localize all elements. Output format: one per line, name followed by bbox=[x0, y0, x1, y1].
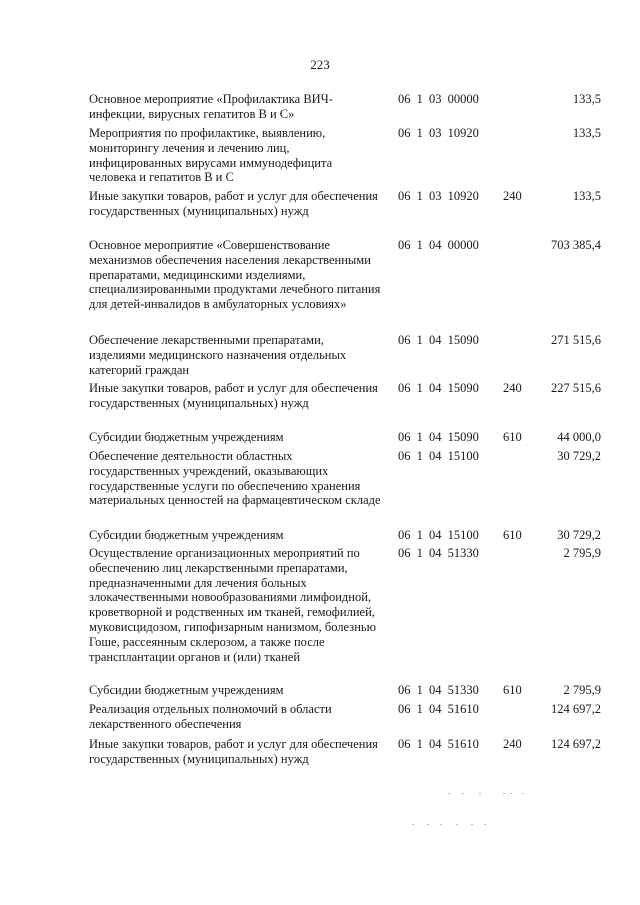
row-amount: 703 385,4 bbox=[551, 238, 601, 252]
row-amount: 271 515,6 bbox=[551, 333, 601, 347]
row-vr: 240 bbox=[503, 381, 522, 395]
row-code: 06 1 03 00000 bbox=[398, 92, 479, 106]
row-name: Иные закупки товаров, работ и услуг для обеспечения государственных (муниципальных) нужд bbox=[89, 737, 378, 766]
row-vr: 240 bbox=[503, 737, 522, 751]
row-amount: 124 697,2 bbox=[551, 702, 601, 716]
row-amount: 133,5 bbox=[572, 126, 601, 140]
row-code: 06 1 04 00000 bbox=[398, 238, 479, 252]
row-code: 06 1 04 15090 bbox=[398, 430, 479, 444]
row-code: 06 1 03 10920 bbox=[398, 126, 479, 140]
row-name: Обеспечение деятельности областных государственных учреждений, оказывающих государственные услуги по обеспечению хранения материальных ценностей на фармацевтическом складе bbox=[89, 449, 381, 508]
row-code: 06 1 03 10920 bbox=[398, 189, 479, 203]
row-code: 06 1 04 15090 bbox=[398, 381, 479, 395]
row-code: 06 1 04 15100 bbox=[398, 449, 479, 463]
row-amount: 44 000,0 bbox=[557, 430, 601, 444]
row-name: Осуществление организационных мероприятий по обеспечению лиц лекарственными препаратами, предназначенными для лечения больных злокачественными новообразованиями лимфоидной, кроветворной и родственных им тканей, гемофилией, муковисцидозом, гипофизарным нанизмом, болезнью Гоше, рассеянным склерозом, а также после трансплантации органов и (или) тканей bbox=[89, 546, 376, 664]
row-code: 06 1 04 51610 bbox=[398, 737, 479, 751]
scan-specks bbox=[400, 824, 540, 828]
row-name: Обеспечение лекарственными препаратами, изделиями медицинского назначения отдельных категорий граждан bbox=[89, 333, 347, 377]
row-code: 06 1 04 15090 bbox=[398, 333, 479, 347]
row-name: Мероприятия по профилактике, выявлению, мониторингу лечения и лечению лиц, инфицированных вирусами иммунодефицита человека и гепатитов В и С bbox=[89, 126, 333, 185]
row-code: 06 1 04 51330 bbox=[398, 683, 479, 697]
row-code: 06 1 04 15100 bbox=[398, 528, 479, 542]
row-name: Иные закупки товаров, работ и услуг для обеспечения государственных (муниципальных) нужд bbox=[89, 189, 378, 218]
row-amount: 124 697,2 bbox=[551, 737, 601, 751]
row-amount: 133,5 bbox=[572, 92, 601, 106]
row-vr: 240 bbox=[503, 189, 522, 203]
row-amount: 30 729,2 bbox=[557, 528, 601, 542]
row-name: Субсидии бюджетным учреждениям bbox=[89, 430, 284, 444]
row-vr: 610 bbox=[503, 430, 522, 444]
row-amount: 133,5 bbox=[572, 189, 601, 203]
row-amount: 227 515,6 bbox=[551, 381, 601, 395]
row-amount: 2 795,9 bbox=[563, 546, 601, 560]
row-amount: 30 729,2 bbox=[557, 449, 601, 463]
page-number: 223 bbox=[310, 57, 330, 72]
row-amount: 2 795,9 bbox=[563, 683, 601, 697]
row-code: 06 1 04 51330 bbox=[398, 546, 479, 560]
row-vr: 610 bbox=[503, 528, 522, 542]
row-vr: 610 bbox=[503, 683, 522, 697]
row-name: Субсидии бюджетным учреждениям bbox=[89, 683, 284, 697]
scan-specks bbox=[400, 793, 540, 797]
row-code: 06 1 04 51610 bbox=[398, 702, 479, 716]
row-name: Реализация отдельных полномочий в области лекарственного обеспечения bbox=[89, 702, 332, 731]
row-name: Иные закупки товаров, работ и услуг для обеспечения государственных (муниципальных) нужд bbox=[89, 381, 378, 410]
row-name: Субсидии бюджетным учреждениям bbox=[89, 528, 284, 542]
row-name: Основное мероприятие «Профилактика ВИЧ-инфекции, вирусных гепатитов В и С» bbox=[89, 92, 333, 121]
row-name: Основное мероприятие «Совершенствование механизмов обеспечения населения лекарственными препаратами, медицинскими изделиями, специализированными продуктами лечебного питания для детей-инвалидов в амбулаторных условиях» bbox=[89, 238, 381, 312]
